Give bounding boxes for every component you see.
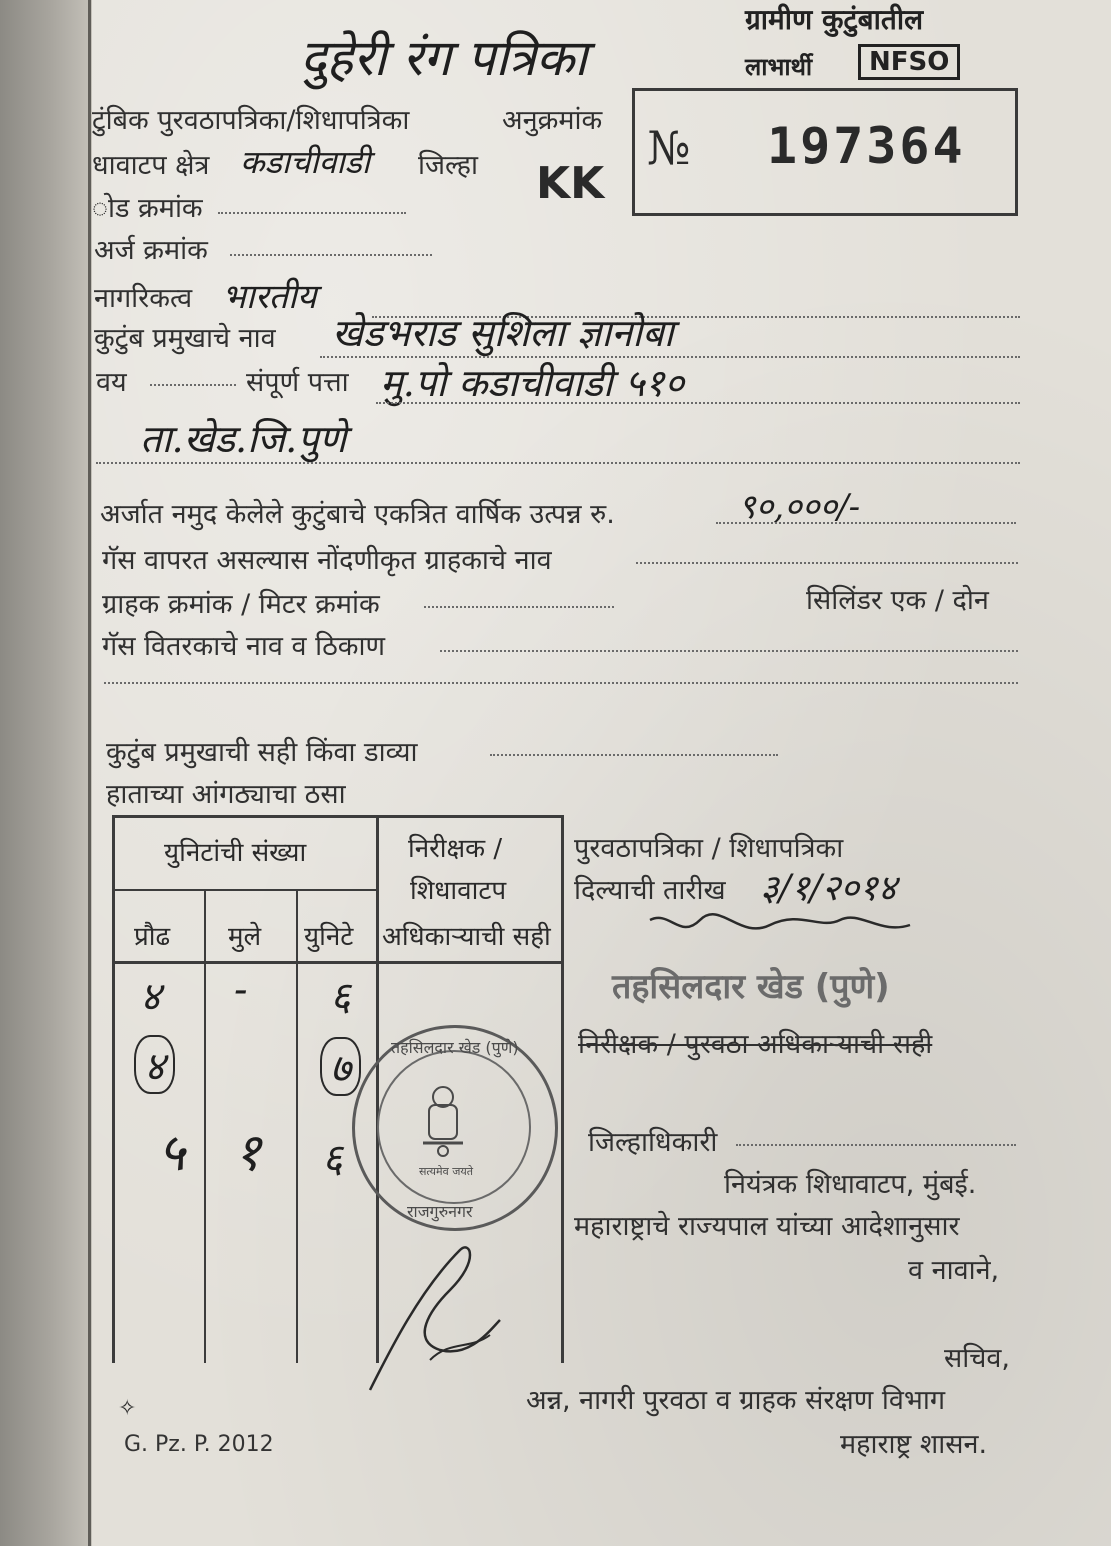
inspector-header-3: अधिकाऱ्याची सही: [382, 922, 551, 952]
code-dotted-line: [218, 212, 406, 214]
table-header-bottom: [112, 961, 564, 964]
row2-adults: ४: [134, 1035, 175, 1094]
income-value: ९०,०००/-: [738, 487, 861, 527]
press-code: G. Pz. P. 2012: [124, 1432, 274, 1457]
head-name-label: कुटुंब प्रमुखाचे नाव: [94, 323, 276, 354]
head-signature-dotted-line: [490, 754, 778, 756]
units-group-header: युनिटांची संख्या: [164, 838, 307, 868]
collector-label: जिल्हाधिकारी: [588, 1127, 718, 1158]
area-value: कडाचीवाडी: [240, 143, 371, 181]
governor-order: महाराष्ट्राचे राज्यपाल यांच्या आदेशानुसार: [574, 1211, 960, 1242]
national-emblem-icon: [413, 1083, 473, 1163]
address-line-1: मु.पो कडाचीवाडी ५१०: [380, 361, 685, 405]
age-dotted-line: [150, 384, 236, 386]
address-label: संपूर्ण पत्ता: [246, 367, 349, 398]
citizenship-label: नागरिकत्व: [94, 283, 193, 314]
gas-consumer-label: गॅस वापरत असल्यास नोंदणीकृत ग्राहकाचे नाव: [102, 545, 552, 576]
row1-adults: ४: [140, 974, 161, 1020]
row3-children: १: [234, 1123, 262, 1183]
consumer-number-dotted-line: [424, 606, 614, 608]
inspector-header-2: शिधावाटप: [410, 876, 507, 906]
table-subheader-divider: [112, 889, 376, 891]
number-symbol: №: [647, 121, 691, 175]
collector-dotted-line: [736, 1144, 1016, 1146]
row3-units: ६: [322, 1136, 343, 1182]
government-label: महाराष्ट्र शासन.: [840, 1429, 988, 1460]
gas-distributor-dotted-line: [440, 650, 1018, 652]
head-signature-label-1: कुटुंब प्रमुखाची सही किंवा डाव्या: [106, 737, 418, 768]
address-dotted-line-1: [376, 402, 1020, 404]
inspector-signature: [350, 1230, 530, 1410]
issued-label-2: दिल्याची तारीख: [574, 875, 726, 906]
income-label: अर्जात नमुद केलेले कुटुंबाचे एकत्रित वार्षिक उत्पन्न रु.: [100, 499, 615, 530]
department-label: अन्न, नागरी पुरवठा व ग्राहक संरक्षण विभाग: [526, 1385, 946, 1416]
gas-distributor-dotted-line-2: [104, 682, 1018, 684]
beneficiary-label: लाभार्थी: [745, 53, 813, 81]
series-code: KK: [536, 158, 605, 209]
issued-date: ३/१/२०१४: [760, 868, 897, 909]
cylinder-label: सिलिंडर एक / दोन: [806, 585, 989, 616]
consumer-number-label: ग्राहक क्रमांक / मिटर क्रमांक: [102, 589, 380, 620]
area-label: धावाटप क्षेत्र: [92, 150, 210, 181]
col-units-header: युनिटे: [304, 922, 354, 952]
serial-number: 197364: [767, 117, 966, 175]
by-name: व नावाने,: [908, 1255, 1000, 1286]
head-name-value: खेडभराड सुशिला ज्ञानोबा: [332, 311, 674, 355]
serial-number-box: [632, 88, 1018, 216]
officer-signature: [640, 900, 920, 960]
inspector-sign-label: निरीक्षक / पुरवठा अधिकाऱ्याची सही: [578, 1029, 933, 1060]
card-type-label: टुंबिक पुरवठापत्रिका/शिधापत्रिका: [92, 105, 410, 136]
row1-units: ६: [330, 974, 351, 1020]
rural-household-note: ग्रामीण कुटुंबातील: [745, 3, 924, 36]
gas-distributor-label: गॅस वितरकाचे नाव व ठिकाण: [102, 631, 386, 662]
handwritten-title: दुहेरी रंग पत्रिका: [300, 29, 588, 87]
address-dotted-line-2: [96, 462, 1020, 464]
tahsildar-round-seal: [352, 1025, 558, 1231]
age-label: वय: [96, 367, 127, 398]
district-label: जिल्हा: [418, 150, 478, 181]
row3-adults: ५: [158, 1123, 186, 1183]
application-dotted-line: [230, 254, 432, 256]
tahsildar-stamp: तहसिलदार खेड (पुणे): [612, 967, 890, 1007]
citizenship-value: भारतीय: [222, 277, 317, 317]
star-icon: ✧: [118, 1396, 137, 1421]
income-dotted-line: [716, 522, 1016, 524]
row2-units: ७: [320, 1037, 361, 1096]
serial-label: अनुक्रमांक: [502, 105, 603, 136]
table-top-border: [112, 815, 564, 818]
seal-middle-text: सत्यमेव जयते: [419, 1165, 474, 1178]
controller-label: नियंत्रक शिधावाटप, मुंबई.: [724, 1169, 977, 1200]
inspector-header-1: निरीक्षक /: [408, 834, 503, 864]
seal-top-text: तहसिलदार खेड (पुणे): [391, 1038, 519, 1057]
gas-consumer-dotted-line: [636, 562, 1018, 564]
table-right-border: [561, 815, 564, 1363]
issued-label-1: पुरवठापत्रिका / शिधापत्रिका: [574, 833, 844, 864]
secretary-label: सचिव,: [944, 1343, 1010, 1374]
row1-children: -: [234, 967, 248, 1013]
binding-strip: [0, 0, 92, 1546]
head-signature-label-2: हाताच्या आंगठ्याचा ठसा: [106, 779, 346, 810]
table-left-border: [112, 815, 115, 1363]
nfso-badge: NFSO: [858, 44, 960, 80]
col-adults-header: प्रौढ: [134, 922, 171, 952]
code-label: ोड क्रमांक: [92, 193, 203, 224]
col-children-header: मुले: [228, 922, 262, 952]
address-line-2: ता.खेड.जि.पुणे: [140, 417, 347, 461]
page-edge: [88, 0, 91, 1546]
application-label: अर्ज क्रमांक: [94, 235, 208, 266]
seal-bottom-text: राजगुरुनगर: [407, 1202, 473, 1221]
